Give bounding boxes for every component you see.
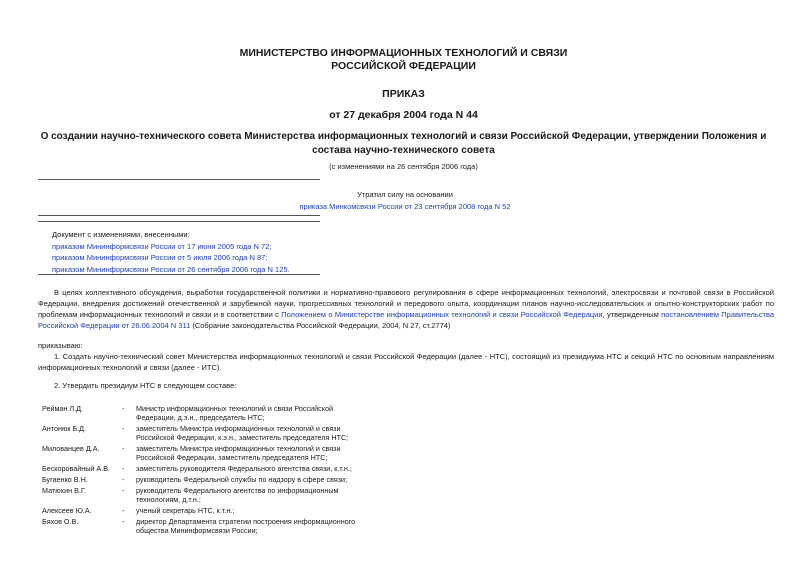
preamble-text: В целях коллективного обсуждения, выработки государственной политики и нормативно-правового регулирования в сфере информационных технологий, электросвязи и почтовой связи в Российской Федерации, внедрения достижений отечественной и зарубежной науки, прогрессивных технологий и передового опыта, координации планов научно-исследовательских и опытно-конструкторских работ по проблемам информационных технологий и связи и в соответствии с [38,288,774,319]
preamble [38,287,774,331]
member-position: ученый секретарь НТС, к.т.н.; [136,506,235,515]
member-dash: - [122,475,125,484]
table-row [42,464,356,475]
change-link[interactable]: приказом Мининформсвязи России от 26 сентября 2006 года N 125. [52,264,290,274]
member-name: Бяхов О.В. [42,517,79,526]
member-position: Министр информационных технологий и связи Российской Федерации, д.э.н., председатель НТС; [136,404,333,422]
preamble-text: (Собрание законодательства Российской Федерации, 2004, N 27, ст.2774) [190,321,451,330]
member-position: руководитель Федеральной службы по надзору в сфере связи; [136,475,348,484]
table-row [42,486,356,506]
member-name: Матюхин В.Г. [42,486,86,495]
member-name: Милованцев Д.А. [42,444,100,453]
doc-type: ПРИКАЗ [382,88,425,100]
lost-force-link[interactable]: приказа Минкомсвязи России от 23 сентября 2008 года N 52 [299,202,511,211]
divider [38,215,320,216]
ministry-line-2: РОССИЙСКОЙ ФЕДЕРАЦИИ [331,60,476,72]
member-position: директор Департамента стратегии построения информационного общества Мининформсвязи России; [136,517,356,535]
government-decree-link[interactable]: постановлением Правительства Российской Федерации от 26.06.2004 N 311 [38,310,775,330]
table-row [42,506,356,517]
regulation-link[interactable]: Положением о Министерстве информационных технологий и связи Российской Федерации [281,310,603,319]
amendments-note: (с изменениями на 26 сентября 2006 года) [329,162,478,171]
divider [38,179,320,180]
member-position: руководитель Федерального агентства по информационным технологиям, д.т.н.; [136,486,339,504]
order-item-1: 1. Создать научно-технический совет Министерства информационных технологий и связи Российской Федерации (далее - НТС), состоящий из президиума НТС и секций НТС по основным направлениям информационных технологий и связи (далее - ИТС). [38,352,774,372]
member-name: Алексеев Ю.А. [42,506,92,515]
change-link[interactable]: приказом Мининформсвязи России от 17 июня 2005 года N 72; [52,241,272,251]
member-dash: - [122,486,125,495]
member-position: заместитель руководителя Федерального агентства связи, к.т.н.; [136,464,352,473]
ministry-name [0,47,807,73]
lost-force-text: Утратил силу на основании [357,190,453,199]
member-dash: - [122,404,125,413]
member-name: Бугаенко В.Н. [42,475,88,484]
member-position: заместитель Министра информационных технологий и связи Российской Федерации, заместитель председателя НТС; [136,444,341,462]
doc-date-number: от 27 декабря 2004 года N 44 [329,109,478,121]
presidium-table [42,404,356,537]
member-name: Антонюк Б.Д. [42,424,87,433]
member-name: Бескоровайный А.В. [42,464,111,473]
member-dash: - [122,506,125,515]
changes-intro: Документ с изменениями, внесенными: [52,230,190,239]
member-dash: - [122,517,125,526]
member-dash: - [122,464,125,473]
table-row [42,517,356,537]
member-name: Рейман Л.Д. [42,404,83,413]
table-row [42,475,356,486]
divider [38,221,320,222]
member-dash: - [122,444,125,453]
table-row [42,424,356,444]
changes-list [52,229,290,275]
divider [38,274,320,275]
change-link[interactable]: приказом Мининформсвязи России от 5 июля 2006 года N 87; [52,253,268,262]
table-row [42,444,356,464]
preamble-text: , утвержденным [602,310,662,319]
ministry-line-1: МИНИСТЕРСТВО ИНФОРМАЦИОННЫХ ТЕХНОЛОГИЙ И СВЯЗИ [239,47,568,59]
order-word: приказываю: [38,341,83,350]
member-dash: - [122,424,125,433]
table-row [42,404,356,424]
order-item-2: 2. Утвердить президиум НТС в следующем составе: [54,381,237,390]
member-position: заместитель Министра информационных технологий и связи Российской Федерации, к.э.н., заместитель председателя НТС; [136,424,349,442]
lost-force-block [260,189,550,213]
doc-title: О создании научно-технического совета Министерства информационных технологий и связи Российской Федерации, утверждении Положения и состава научно-технического совета [40,131,767,156]
